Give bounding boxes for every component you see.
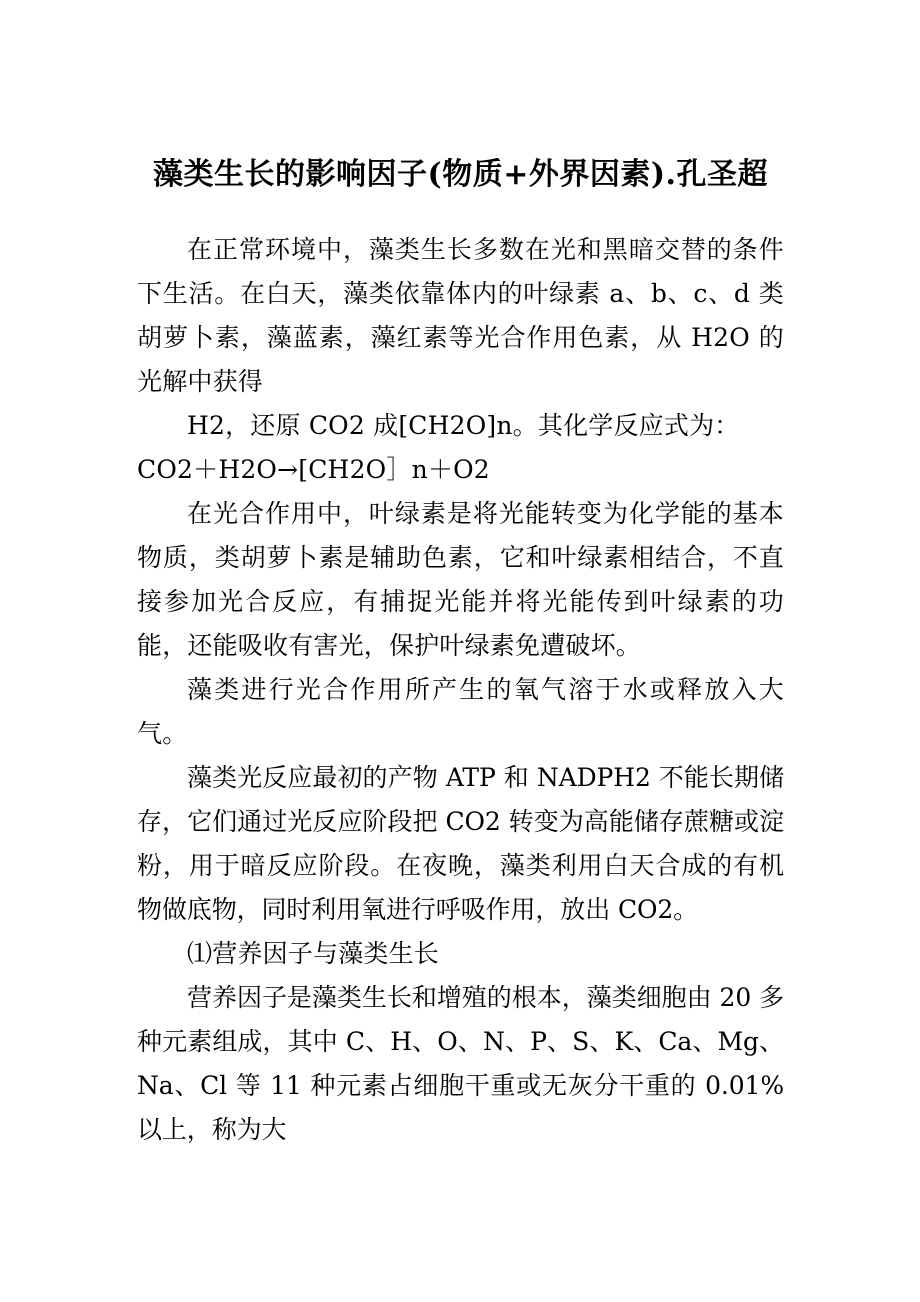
page-title: 藻类生长的影响因子(物质+外界因素).孔圣超 xyxy=(153,157,768,192)
paragraph-2: H2，还原 CO2 成[CH2O]n。其化学反应式为： xyxy=(187,411,740,440)
paragraph-3: 在光合作用中，叶绿素是将光能转变为化学能的基本物质，类胡萝卜素是辅助色素，它和叶绿素相结合，不直接参加光合反应，有捕捉光能并将光能传到叶绿素的功能，还能吸收有害光，保护叶绿素免遭破坏。 xyxy=(137,499,784,660)
paragraph-4: 藻类进行光合作用所产生的氧气溶于水或释放入大气。 xyxy=(137,675,784,748)
chemical-equation: CO2＋H2O→[CH2O］n＋O2 xyxy=(137,455,490,484)
paragraph-5: 藻类光反应最初的产物 ATP 和 NADPH2 不能长期储存，它们通过光反应阶段把 CO2 转变为高能储存蔗糖或淀粉，用于暗反应阶段。在夜晚，藻类利用白天合成的有机物做底物，同时利用氧进行呼吸作用，放出 CO2。 xyxy=(137,763,784,924)
paragraph-6: 营养因子是藻类生长和增殖的根本，藻类细胞由 20 多种元素组成，其中 C、H、O、N、P、S、K、Ca、Mg、Na、Cl 等 11 种元素占细胞干重或无灰分干重的 0.01%以上，称为大 xyxy=(137,983,784,1144)
paragraph-1: 在正常环境中，藻类生长多数在光和黑暗交替的条件下生活。在白天，藻类依靠体内的叶绿素 a、b、c、d 类胡萝卜素，藻蓝素，藻红素等光合作用色素，从 H2O 的光解中获得 xyxy=(137,235,784,396)
section-heading-nutrient-factors: ⑴营养因子与藻类生长 xyxy=(187,939,440,968)
document-body xyxy=(137,228,784,1152)
document-content xyxy=(137,0,784,1152)
